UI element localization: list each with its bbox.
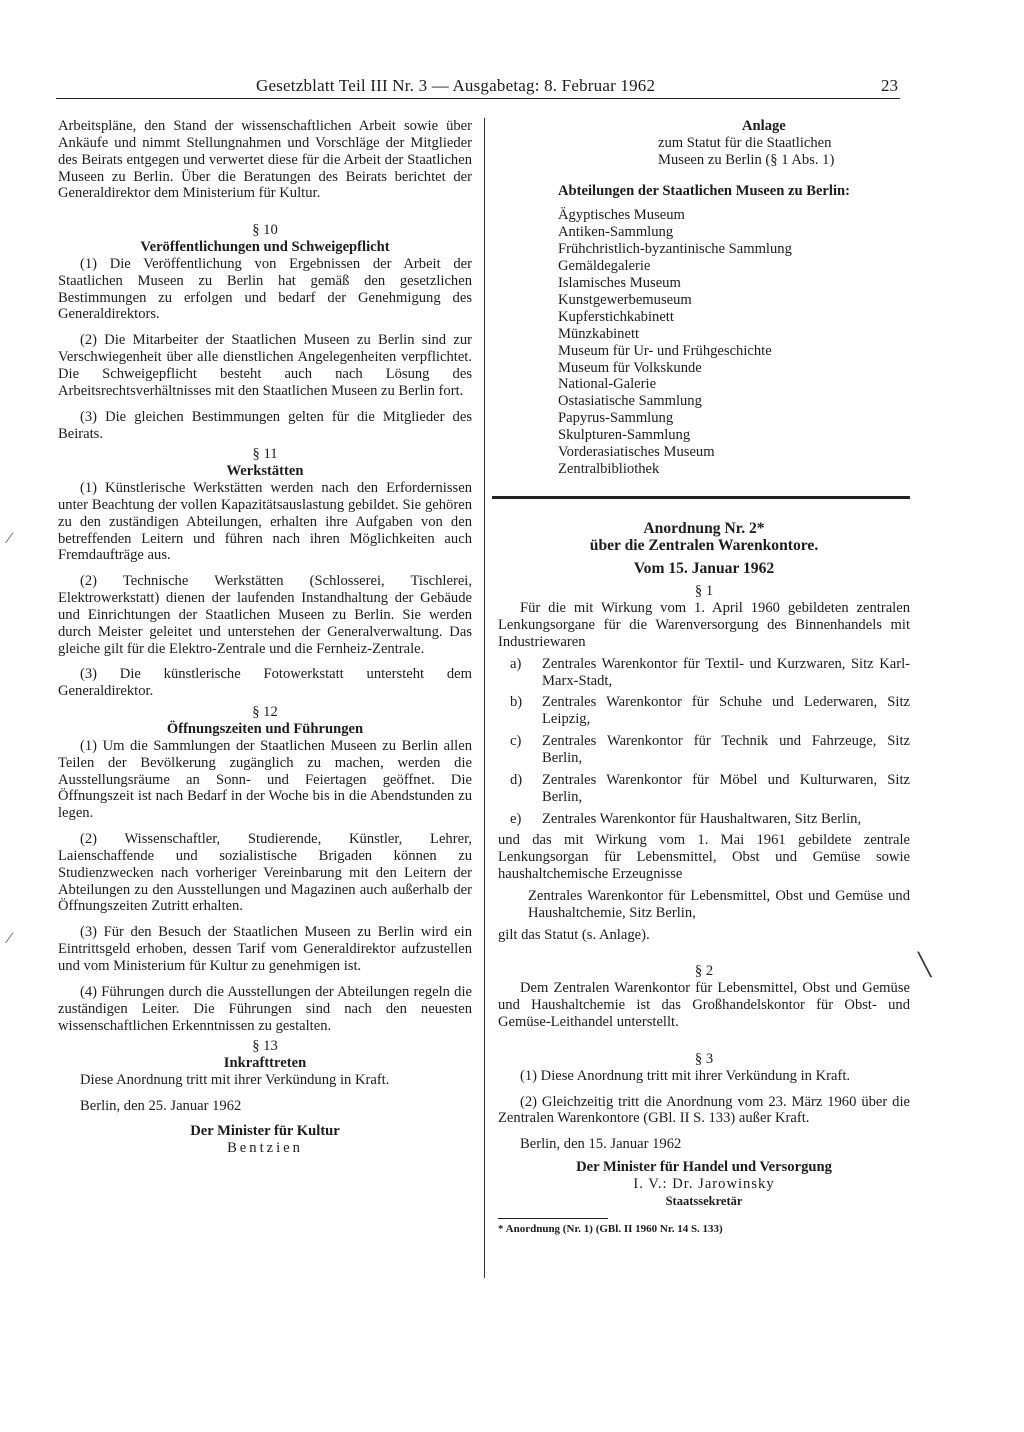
section-11-paragraph: (2) Technische Werkstätten (Schlosserei, Tischlerei, Elektrowerkstatt) dienen der laufenden Instandhaltung der Gebäude und Einrichtungen der Staatlichen Museen zu Berlin. Sie werden durch Meister geleitet und unterstehen der Generalverwaltung. Das gleiche gilt für die Elektro-Zentrale und die Fernheiz-Zentrale. xyxy=(58,573,472,657)
list-item-label: e) xyxy=(510,810,522,827)
page-number: 23 xyxy=(881,76,898,95)
section-2-number: § 2 xyxy=(694,963,714,980)
left-signatory: Bentzien xyxy=(227,1139,303,1156)
museum-list-item: Islamisches Museum xyxy=(558,275,681,291)
annex-subtitle-line: zum Statut für die Staatlichen xyxy=(658,134,832,151)
margin-mark-icon: ⁄ xyxy=(8,930,11,947)
intro-paragraph: Arbeitspläne, den Stand der wissenschaftlichen Arbeit sowie über Ankäufe und nimmt Stellungnahmen und Vorschläge der Mitglieder des Beirats entgegen und verwertet diese für die Arbeit der Staatlichen Museen zu Berlin. Über die Beratungen des Beirats berichtet der Generaldirektor dem Ministerium für Kultur. xyxy=(58,118,472,202)
column-divider xyxy=(484,118,485,1278)
museum-list-item: Münzkabinett xyxy=(558,325,640,342)
right-minister-title: Der Minister für Handel und Versorgung xyxy=(576,1159,832,1176)
list-item-text: Zentrales Warenkontor für Textil- und Kurzwaren, Sitz Karl-Marx-Stadt, xyxy=(542,655,910,689)
right-signature: I. V.: Dr. Jarowinsky xyxy=(633,1175,775,1192)
section-12-paragraph: (3) Für den Besuch der Staatlichen Museen zu Berlin wird ein Eintrittsgeld erhoben, dessen Tarif vom Generaldirektor aufzustellen und vom Ministerium für Kultur zu genehmigen ist. xyxy=(58,924,472,974)
museum-list-item: Kunstgewerbemuseum xyxy=(558,291,692,308)
departments-heading: Abteilungen der Staatlichen Museen zu Berlin: xyxy=(557,182,850,199)
museum-list xyxy=(558,207,910,478)
section-11-paragraph: (3) Die künstlerische Fotowerkstatt untersteht dem Generaldirektor. xyxy=(58,666,472,700)
section-1-list-item xyxy=(498,694,910,728)
section-1-middle: und das mit Wirkung vom 1. Mai 1961 gebildete zentrale Lenkungsorgan für Lebensmittel, Obst und Gemüse sowie haushaltchemische Erzeugnisse xyxy=(498,832,910,883)
section-3-paragraph: (2) Gleichzeitig tritt die Anordnung vom 23. März 1960 über die Zentralen Warenkontore (GBl. II S. 133) außer Kraft. xyxy=(498,1093,910,1127)
museum-list-item: Zentralbibliothek xyxy=(558,460,660,477)
order-subtitle: über die Zentralen Warenkontore. xyxy=(589,536,819,554)
museum-list-item: Museum für Volkskunde xyxy=(558,359,702,376)
right-column xyxy=(498,118,910,1237)
list-item-label: a) xyxy=(510,655,522,672)
section-2-paragraph: Dem Zentralen Warenkontor für Lebensmittel, Obst und Gemüse und Haushaltchemie ist das Großhandelskontor für Obst- und Gemüse-Leithandel unterstellt. xyxy=(498,980,910,1030)
page-header xyxy=(56,76,900,99)
section-10-number: § 10 xyxy=(252,222,278,239)
museum-list-item: National-Galerie xyxy=(558,376,657,393)
museum-list-item: Skulpturen-Sammlung xyxy=(558,427,691,444)
list-item-label: b) xyxy=(510,694,523,711)
section-12-title: Öffnungszeiten und Führungen xyxy=(166,721,364,737)
list-item-text: Zentrales Warenkontor für Möbel und Kulturwaren, Sitz Berlin, xyxy=(542,771,910,805)
margin-mark-icon: ⁄ xyxy=(8,530,11,547)
section-12-paragraph: (1) Um die Sammlungen der Staatlichen Museen zu Berlin allen Teilen der Bevölkerung zugänglich zu machen, werden die Ausstellungsräume an Sonn- und Feiertagen geöffnet. Die Öffnungszeit ist nach Bedarf in der Woche bis in die Abendstunden zu legen. xyxy=(58,737,472,822)
section-1-number: § 1 xyxy=(694,583,714,600)
section-11-title: Werkstätten xyxy=(226,463,304,480)
section-13-title: Inkrafttreten xyxy=(223,1055,307,1072)
section-1-list-item xyxy=(498,733,910,767)
museum-list-item: Antiken-Sammlung xyxy=(558,224,674,241)
museum-list-item: Ostasiatische Sammlung xyxy=(558,393,702,410)
section-10-paragraph: (1) Die Veröffentlichung von Ergebnissen der Arbeit der Staatlichen Museen zu Berlin hat gemäß den gesetzlichen Bestimmungen zu erfolgen und bedarf der Genehmigung des Generaldirektors. xyxy=(58,255,472,323)
list-item-text: Zentrales Warenkontor für Schuhe und Lederwaren, Sitz Leipzig, xyxy=(542,694,910,728)
annex-subtitle-line: Museen zu Berlin (§ 1 Abs. 1) xyxy=(658,151,835,168)
left-date-line: Berlin, den 25. Januar 1962 xyxy=(80,1097,242,1114)
margin-mark-icon: ╲ xyxy=(918,952,932,977)
section-12-number: § 12 xyxy=(252,704,278,721)
order-date: Vom 15. Januar 1962 xyxy=(633,559,775,577)
order-title: Anordnung Nr. 2* xyxy=(643,519,765,537)
section-12-paragraph: (4) Führungen durch die Ausstellungen der Abteilungen regeln die zuständigen Leiter. Die Führungen sind nach den neuesten wissenschaftlichen Erkenntnissen zu gestalten. xyxy=(58,983,472,1034)
section-1-intro: Für die mit Wirkung vom 1. April 1960 gebildeten zentralen Lenkungsorgane für die Warenversorgung des Binnenhandels mit Industriewaren xyxy=(498,600,910,650)
section-11-number: § 11 xyxy=(252,446,278,463)
museum-list-item: Kupferstichkabinett xyxy=(558,308,674,325)
section-1-end: gilt das Statut (s. Anlage). xyxy=(498,926,650,943)
left-minister-title: Der Minister für Kultur xyxy=(190,1122,340,1139)
section-1-list-item xyxy=(498,656,910,690)
section-3-paragraph: (1) Diese Anordnung tritt mit ihrer Verkündung in Kraft. xyxy=(520,1067,851,1084)
museum-list-item: Ägyptisches Museum xyxy=(558,207,685,224)
section-1-list-item xyxy=(498,811,910,828)
list-item-label: d) xyxy=(510,771,523,788)
section-11-paragraph: (1) Künstlerische Werkstätten werden nach den Erfordernissen unter Beachtung der vollen Kapazitätsauslastung gebildet. Sie gehören zu den zuständigen Abteilungen, erhalten ihre Aufgaben von den betreffenden Leitern und führen nach ihren Möglichkeiten auch Fremdaufträge aus. xyxy=(58,480,472,564)
signatory-role: Staatssekretär xyxy=(665,1193,743,1208)
section-10-paragraph: (3) Die gleichen Bestimmungen gelten für die Mitglieder des Beirats. xyxy=(58,408,472,442)
section-1-item-f: Zentrales Warenkontor für Lebensmittel, Obst und Gemüse und Haushaltchemie, Sitz Berlin, xyxy=(528,887,910,921)
section-3-number: § 3 xyxy=(694,1050,714,1067)
section-12-paragraph: (2) Wissenschaftler, Studierende, Künstler, Lehrer, Laienschaffende und sozialistische Brigaden können zu Studienzwecken nach vorheriger Vereinbarung mit den Leitern der Abteilungen zu den Ausstellungen und Magazinen auch außerhalb der Öffnungszeiten Zutritt erhalten. xyxy=(58,831,472,915)
section-13-paragraph: Diese Anordnung tritt mit ihrer Verkündung in Kraft. xyxy=(80,1072,390,1089)
section-1-list-item xyxy=(498,772,910,806)
footnote-rule xyxy=(498,1218,608,1219)
museum-list-item: Vorderasiatisches Museum xyxy=(558,444,715,461)
left-column xyxy=(58,118,472,1156)
section-10-paragraph: (2) Die Mitarbeiter der Staatlichen Museen zu Berlin sind zur Verschwiegenheit über alle dienstlichen Angelegenheiten verpflichtet. Die Schweigepflicht besteht auch nach Lösung des Arbeitsrechtsverhältnisses mit den Staatlichen Museen zu Berlin fort. xyxy=(58,332,472,399)
museum-list-item: Museum für Ur- und Frühgeschichte xyxy=(558,342,772,359)
list-item-label: c) xyxy=(510,733,522,750)
section-1-items xyxy=(498,656,910,828)
annex-title: Anlage xyxy=(742,118,786,134)
museum-list-item: Frühchristlich-byzantinische Sammlung xyxy=(558,241,792,258)
museum-list-item: Papyrus-Sammlung xyxy=(558,410,674,427)
museum-list-item: Gemäldegalerie xyxy=(558,258,651,275)
section-10-title: Veröffentlichungen und Schweigepflicht xyxy=(140,239,390,256)
header-title: Gesetzblatt Teil III Nr. 3 — Ausgabetag: 8. Februar 1962 xyxy=(256,76,656,95)
section-rule xyxy=(492,496,910,499)
footnote: * Anordnung (Nr. 1) (GBl. II 1960 Nr. 14 S. 133) xyxy=(498,1222,723,1235)
list-item-text: Zentrales Warenkontor für Technik und Fahrzeuge, Sitz Berlin, xyxy=(542,733,910,766)
list-item-text: Zentrales Warenkontor für Haushaltwaren, Sitz Berlin, xyxy=(542,810,862,827)
section-13-number: § 13 xyxy=(252,1038,278,1055)
right-date-line: Berlin, den 15. Januar 1962 xyxy=(520,1136,682,1153)
